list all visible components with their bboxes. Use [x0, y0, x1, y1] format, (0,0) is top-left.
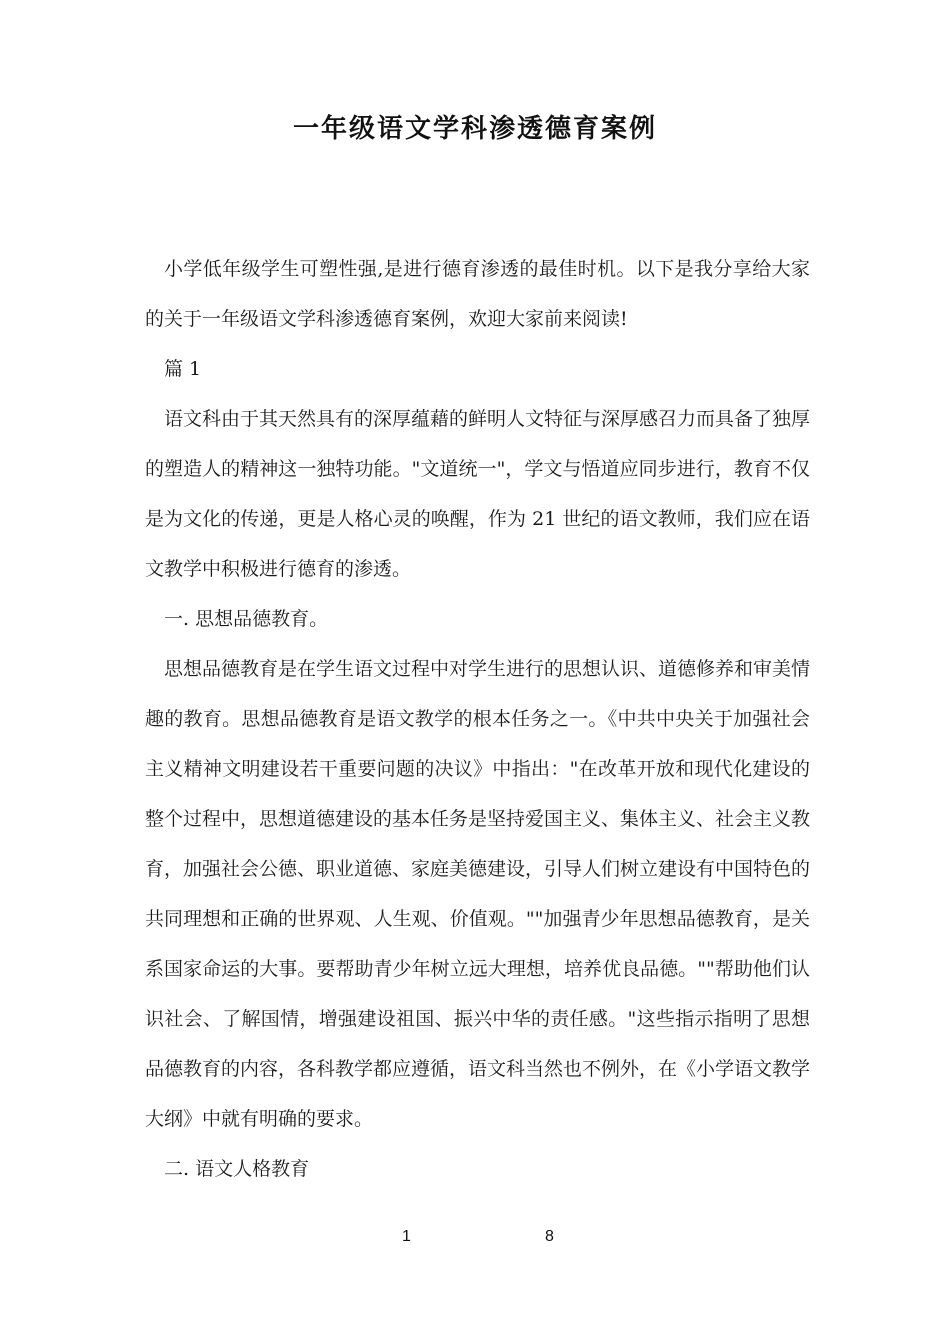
page-footer [0, 1228, 950, 1252]
current-page-number: 1 [402, 1228, 411, 1245]
body-paragraph: 语文科由于其天然具有的深厚蕴藉的鲜明人文特征与深厚感召力而具备了独厚的塑造人的精神这一独特功能。"文道统一"，学文与悟道应同步进行，教育不仅是为文化的传递，更是人格心灵的唤醒，作为 21 世纪的语文教师，我们应在语文教学中积极进行德育的渗透。 [145, 408, 811, 580]
total-pages-number: 8 [545, 1228, 554, 1245]
intro-paragraph: 小学低年级学生可塑性强,是进行德育渗透的最佳时机。以下是我分享给大家的关于一年级语文学科渗透德育案例，欢迎大家前来阅读! [145, 258, 810, 330]
section-heading: 一. 思想品德教育。 [164, 608, 329, 630]
document-title: 一年级语文学科渗透德育案例 [292, 114, 657, 144]
section-heading: 二. 语文人格教育 [164, 1158, 310, 1180]
section-label: 篇 1 [164, 358, 202, 380]
document-body [145, 244, 810, 1194]
body-paragraph: 思想品德教育是在学生语文过程中对学生进行的思想认识、道德修养和审美情趣的教育。思想品德教育是语文教学的根本任务之一。《中共中央关于加强社会主义精神文明建设若干重要问题的决议》中指出："在改革开放和现代化建设的整个过程中，思想道德建设的基本任务是坚持爱国主义、集体主义、社会主义教育，加强社会公德、职业道德、家庭美德建设，引导人们树立建设有中国特色的共同理想和正确的世界观、人生观、价值观。""加强青少年思想品德教育，是关系国家命运的大事。要帮助青少年树立远大理想，培养优良品德。""帮助他们认识社会、了解国情，增强建设祖国、振兴中华的责任感。"这些指示指明了思想品德教育的内容，各科教学都应遵循，语文科当然也不例外，在《小学语文教学大纲》中就有明确的要求。 [145, 658, 811, 1130]
